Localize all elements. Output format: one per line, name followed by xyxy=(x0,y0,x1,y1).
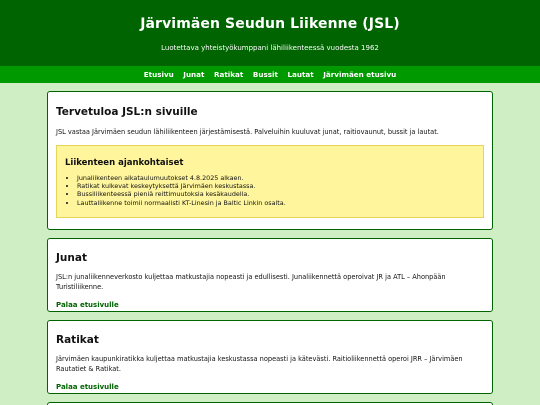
notice-item: • Ratikat kulkevat keskeytyksettä Järvimäen keskustassa. xyxy=(77,182,475,190)
ratikat-text: Järvimäen kaupunkiratikka kuljettaa matkustajia keskustassa nopeasti ja kätevästi. Raitioliikennettä operoi JRR – Järvimäen Rautatiet & Ratikat. xyxy=(56,355,463,373)
back-to-home-link[interactable]: Palaa etusivulle xyxy=(56,301,119,309)
intro-text: JSL vastaa Järvimäen seudun lähiliikenteen järjestämisestä. Palveluihin kuuluvat junat, raitiovaunut, bussit ja lautat. xyxy=(56,128,439,136)
notice-item: • Lauttaliikenne toimii normaalisti KT-Linesin ja Baltic Linkin osalta. xyxy=(77,199,475,207)
intro-title: Tervetuloa JSL:n sivuille xyxy=(56,106,198,118)
nav-item-lautat[interactable]: Lautat xyxy=(287,70,314,79)
nav-item-etusivu[interactable]: Etusivu xyxy=(143,70,174,79)
site-title: Järvimäen Seudun Liikenne (JSL) xyxy=(140,16,400,32)
site-header xyxy=(0,0,540,66)
notice-item: • Junaliikenteen aikataulumuutokset 4.8.2025 alkaen. xyxy=(77,174,475,182)
notice-title: Liikenteen ajankohtaiset xyxy=(65,158,184,168)
nav-item-jarvimaen-etusivu[interactable]: Järvimäen etusivu xyxy=(323,70,397,79)
nav-item-bussit[interactable]: Bussit xyxy=(252,70,278,79)
nav-item-ratikat[interactable]: Ratikat xyxy=(213,70,244,79)
nav-item-junat[interactable]: Junat xyxy=(183,70,205,79)
main-nav xyxy=(0,66,540,83)
news-notice-box xyxy=(56,145,484,218)
site-tagline: Luotettava yhteistyökumppani lähiliikenteessä vuodesta 1962 xyxy=(161,44,379,52)
back-to-home-link[interactable]: Palaa etusivulle xyxy=(56,383,119,391)
junat-text: JSL:n junaliikenneverkosto kuljettaa matkustajia nopeasti ja edullisesti. Junaliikennettä operoivat JR ja ATL – Ahonpään Turistiliikenne. xyxy=(56,273,446,291)
junat-section xyxy=(47,238,493,312)
intro-section xyxy=(47,91,493,230)
junat-title: Junat xyxy=(56,252,87,264)
ratikat-section xyxy=(47,320,493,394)
notice-item: • Bussiliikenteessä pieniä reittimuutoksia kesäkaudella. xyxy=(77,190,475,198)
notice-list xyxy=(65,174,475,207)
ratikat-title: Ratikat xyxy=(56,334,99,346)
